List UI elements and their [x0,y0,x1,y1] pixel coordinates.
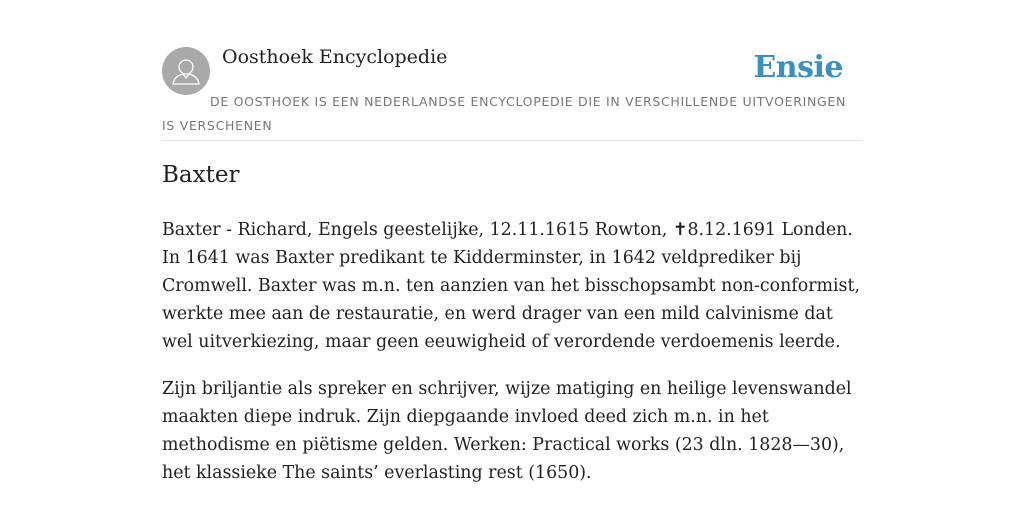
page-container [162,0,862,512]
article-paragraph: Baxter - Richard, Engels geestelijke, 12.11.1615 Rowton, ✝8.12.1691 Londen. In 1641 was Baxter predikant te Kidderminster, in 1642 veldprediker bij Cromwell. Baxter was m.n. ten aanzien van het bisschopsambt non-conformist, werkte mee aan de restauratie, en werd drager van een mild calvinisme dat wel uitverkiezing, maar geen eeuwigheid of verordende verdoemenis leerde. [162,220,861,352]
article-paragraph: Zijn briljantie als spreker en schrijver, wijze matiging en heilige levenswandel maakten diepe indruk. Zijn diepgaande invloed deed zich m.n. in het methodisme en piëtisme gelden. Werken: Practical works (23 dln. 1828—30), het klassieke The saints’ everlasting rest (1650). [162,379,852,483]
article-title: Baxter [162,162,240,188]
article-body [162,216,862,506]
site-title[interactable]: Oosthoek Encyclopedie [222,46,448,68]
site-tagline: DE OOSTHOEK IS EEN NEDERLANDSE ENCYCLOPEDIE DIE IN VERSCHILLENDE UITVOERINGEN IS VERSCHENEN [162,94,847,133]
site-header [162,0,862,141]
brand-logo[interactable]: Ensie [753,50,843,85]
user-avatar-icon[interactable] [162,47,210,95]
